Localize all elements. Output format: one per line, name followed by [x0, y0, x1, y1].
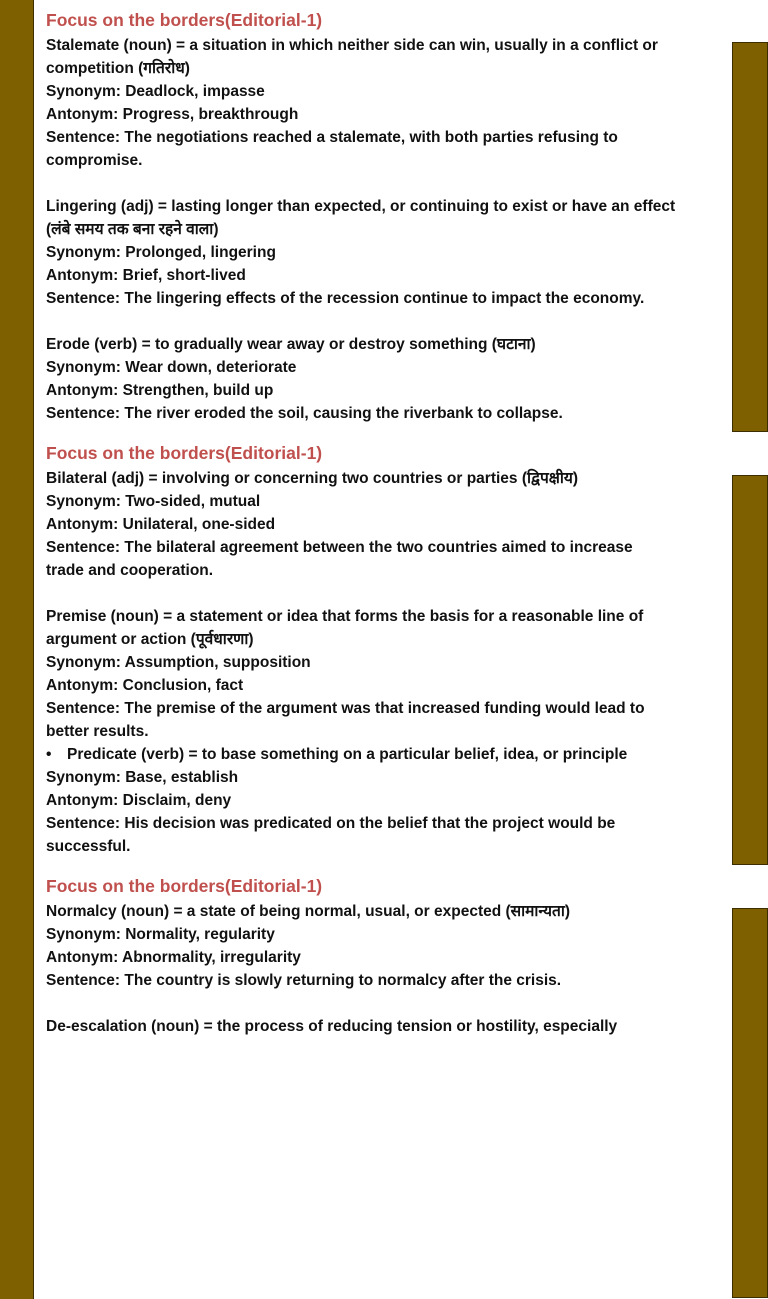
- sentence-line: Sentence: His decision was predicated on the belief that the project would be: [46, 815, 616, 832]
- sentence-line: Sentence: The river eroded the soil, causing the riverbank to collapse.: [46, 405, 563, 422]
- definition-line: argument or action (पूर्वधारणा): [46, 631, 254, 648]
- slide-title: Focus on the borders(Editorial-1): [46, 443, 323, 463]
- synonym-line: Synonym: Two-sided, mutual: [46, 493, 261, 510]
- slide-title: Focus on the borders(Editorial-1): [46, 876, 323, 896]
- synonym-line: Synonym: Deadlock, impasse: [46, 83, 265, 100]
- definition-line: competition (गतिरोध): [46, 60, 190, 77]
- spacer: [46, 582, 726, 605]
- definition-line: Bilateral (adj) = involving or concerning two countries or parties (द्विपक्षीय): [46, 470, 579, 487]
- vocab-entry-de-escalation: [46, 1015, 726, 1038]
- definition-line: Premise (noun) = a statement or idea that forms the basis for a reasonable line of: [46, 608, 644, 625]
- left-accent-bar: [0, 866, 34, 1299]
- sentence-line: Sentence: The bilateral agreement between the two countries aimed to increase: [46, 539, 633, 556]
- slide-1: [0, 0, 768, 433]
- left-accent-bar: [0, 0, 34, 433]
- definition-line: Stalemate (noun) = a situation in which neither side can win, usually in a conflict or: [46, 37, 658, 54]
- bullet-item-predicate: [46, 743, 726, 766]
- sentence-line: Sentence: The country is slowly returning to normalcy after the crisis.: [46, 972, 562, 989]
- antonym-line: Antonym: Strengthen, build up: [46, 382, 274, 399]
- antonym-line: Antonym: Abnormality, irregularity: [46, 949, 301, 966]
- definition-line: Lingering (adj) = lasting longer than expected, or continuing to exist or have an effect: [46, 198, 676, 215]
- synonym-line: Synonym: Wear down, deteriorate: [46, 359, 297, 376]
- slide-2: [0, 433, 768, 866]
- slide-title: Focus on the borders(Editorial-1): [46, 10, 323, 30]
- antonym-line: Antonym: Progress, breakthrough: [46, 106, 299, 123]
- antonym-line: Antonym: Disclaim, deny: [46, 792, 232, 809]
- spacer: [46, 310, 726, 333]
- vocab-entry-lingering: [46, 195, 726, 310]
- definition-line: Normalcy (noun) = a state of being normal, usual, or expected (सामान्यता): [46, 903, 571, 920]
- bullet-icon: •: [46, 746, 52, 763]
- antonym-line: Antonym: Brief, short-lived: [46, 267, 246, 284]
- left-accent-bar: [0, 433, 34, 866]
- slide-content: [46, 872, 726, 1038]
- slide-content: [46, 6, 726, 425]
- definition-line: Erode (verb) = to gradually wear away or destroy something (घटाना): [46, 336, 536, 353]
- vocab-entry-bilateral: [46, 467, 726, 582]
- vocab-entry-normalcy: [46, 900, 726, 992]
- right-accent-bar: [732, 475, 768, 865]
- sentence-line: Sentence: The negotiations reached a stalemate, with both parties refusing to: [46, 129, 618, 146]
- synonym-line: Synonym: Prolonged, lingering: [46, 244, 276, 261]
- sentence-line: successful.: [46, 838, 131, 855]
- right-accent-bar: [732, 42, 768, 432]
- synonym-line: Synonym: Base, establish: [46, 769, 239, 786]
- right-accent-bar: [732, 908, 768, 1298]
- spacer: [46, 172, 726, 195]
- antonym-line: Antonym: Unilateral, one-sided: [46, 516, 276, 533]
- sentence-line: better results.: [46, 723, 149, 740]
- vocab-entry-erode: [46, 333, 726, 425]
- vocab-entry-premise: [46, 605, 726, 858]
- spacer: [46, 992, 726, 1015]
- antonym-line: Antonym: Conclusion, fact: [46, 677, 244, 694]
- definition-line: Predicate (verb) = to base something on a particular belief, idea, or principle: [67, 746, 628, 763]
- sentence-line: Sentence: The lingering effects of the recession continue to impact the economy.: [46, 290, 645, 307]
- slide-content: [46, 439, 726, 858]
- sentence-line: Sentence: The premise of the argument was that increased funding would lead to: [46, 700, 645, 717]
- slide-3: [0, 866, 768, 1299]
- vocab-entry-stalemate: [46, 34, 726, 172]
- definition-line: (लंबे समय तक बना रहने वाला): [46, 221, 219, 238]
- definition-line: De-escalation (noun) = the process of reducing tension or hostility, especially: [46, 1018, 618, 1035]
- sentence-line: compromise.: [46, 152, 143, 169]
- synonym-line: Synonym: Normality, regularity: [46, 926, 275, 943]
- sentence-line: trade and cooperation.: [46, 562, 214, 579]
- synonym-line: Synonym: Assumption, supposition: [46, 654, 311, 671]
